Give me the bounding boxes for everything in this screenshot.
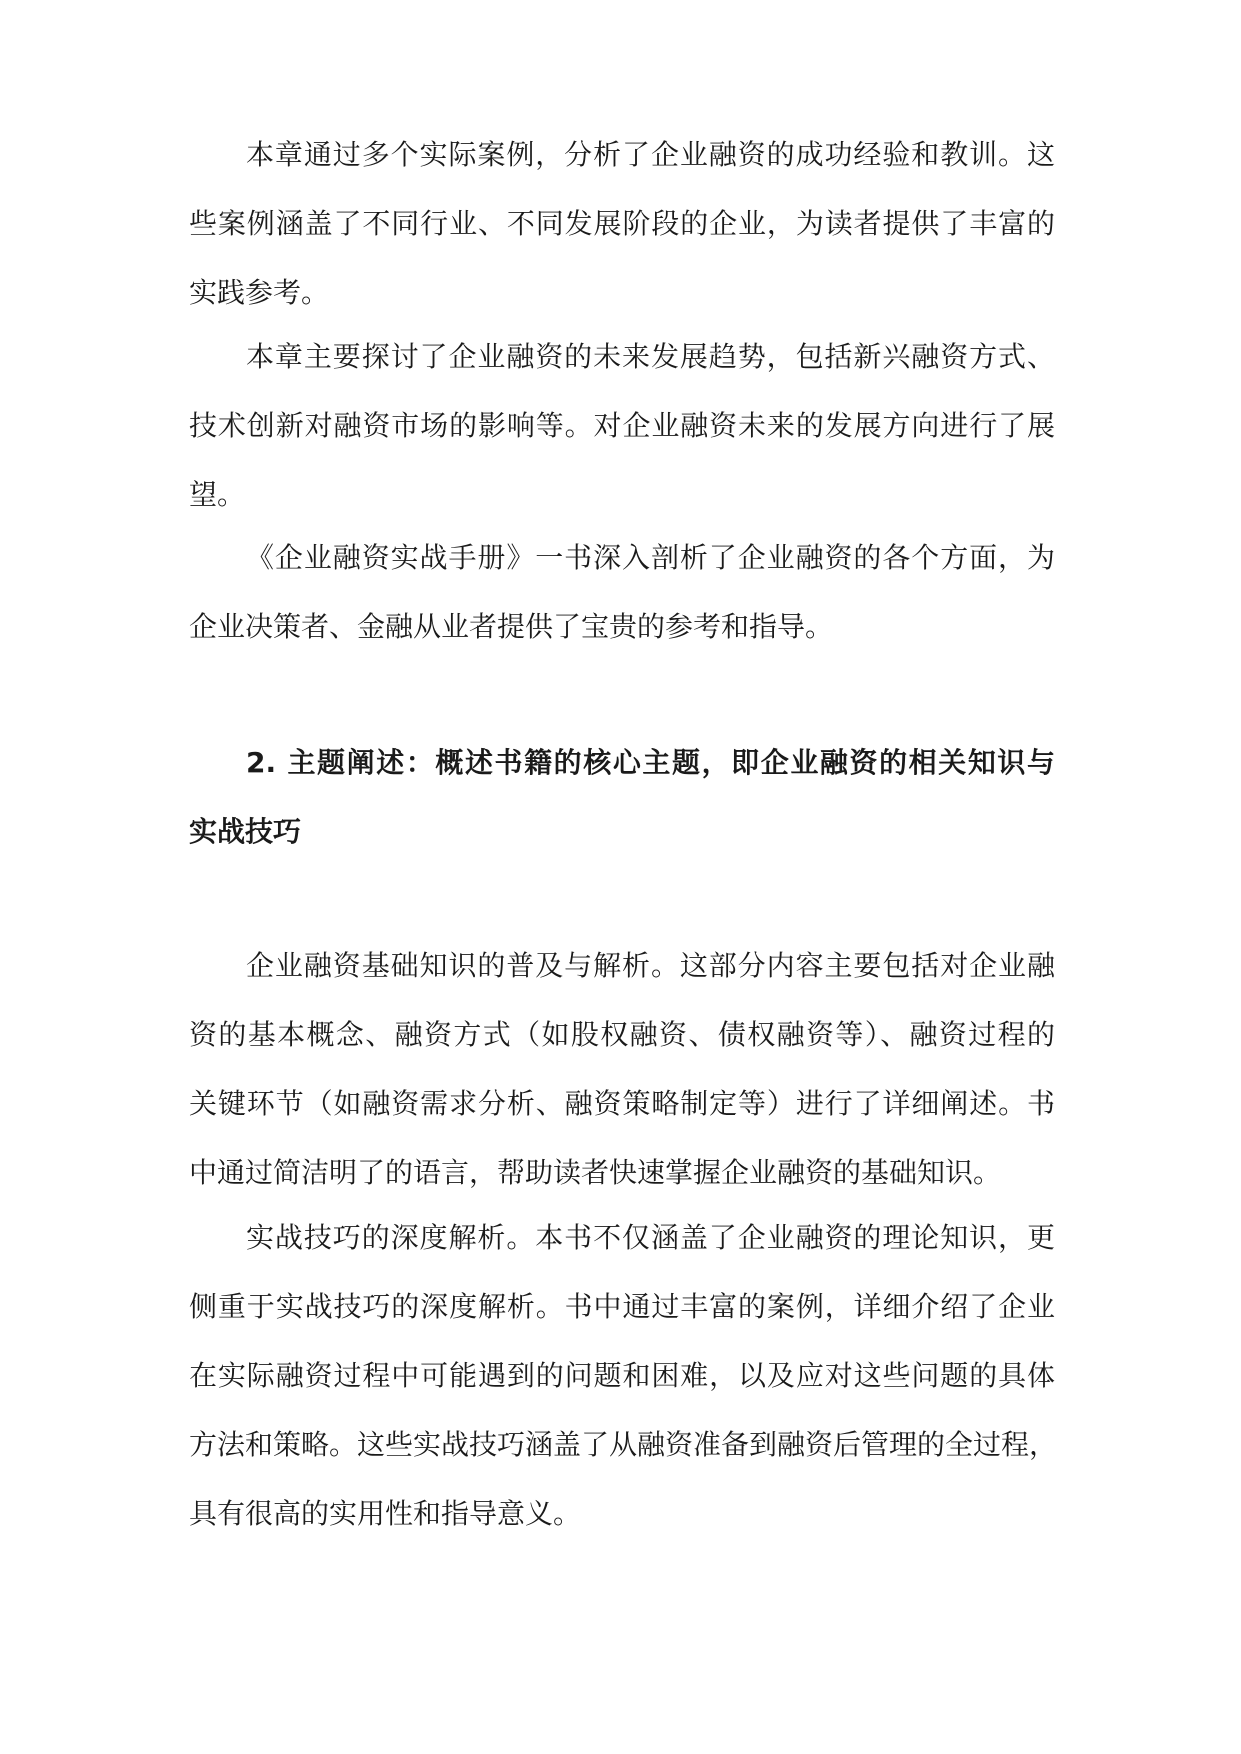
paragraph-line: 本章主要探讨了企业融资的未来发展趋势，包括新兴融资方式、 <box>246 340 1055 373</box>
paragraph-line: 方法和策略。这些实战技巧涵盖了从融资准备到融资后管理的全过程， <box>189 1428 1058 1461</box>
paragraph-line: 望。 <box>189 478 246 511</box>
heading-line: 实战技巧 <box>189 815 302 848</box>
paragraph-line: 实践参考。 <box>189 276 330 309</box>
paragraph-line: 具有很高的实用性和指导意义。 <box>189 1497 582 1530</box>
paragraph-line: 关键环节（如融资需求分析、融资策略制定等）进行了详细阐述。书 <box>189 1087 1055 1120</box>
paragraph-line: 企业决策者、金融从业者提供了宝贵的参考和指导。 <box>189 610 834 643</box>
heading-line: 2. 主题阐述：概述书籍的核心主题，即企业融资的相关知识与 <box>246 746 1055 779</box>
paragraph-line: 中通过简洁明了的语言，帮助读者快速掌握企业融资的基础知识。 <box>189 1156 1002 1189</box>
paragraph-line: 在实际融资过程中可能遇到的问题和困难，以及应对这些问题的具体 <box>189 1359 1055 1392</box>
paragraph-line: 技术创新对融资市场的影响等。对企业融资未来的发展方向进行了展 <box>189 409 1055 442</box>
paragraph-line: 《企业融资实战手册》一书深入剖析了企业融资的各个方面，为 <box>246 541 1055 574</box>
paragraph-line: 企业融资基础知识的普及与解析。这部分内容主要包括对企业融 <box>246 949 1055 982</box>
paragraph-line: 些案例涵盖了不同行业、不同发展阶段的企业，为读者提供了丰富的 <box>189 207 1055 240</box>
paragraph-line: 本章通过多个实际案例，分析了企业融资的成功经验和教训。这 <box>246 138 1055 171</box>
paragraph-line: 资的基本概念、融资方式（如股权融资、债权融资等）、融资过程的 <box>189 1018 1055 1051</box>
paragraph-line: 实战技巧的深度解析。本书不仅涵盖了企业融资的理论知识，更 <box>246 1221 1055 1254</box>
paragraph-line: 侧重于实战技巧的深度解析。书中通过丰富的案例，详细介绍了企业 <box>189 1290 1055 1323</box>
